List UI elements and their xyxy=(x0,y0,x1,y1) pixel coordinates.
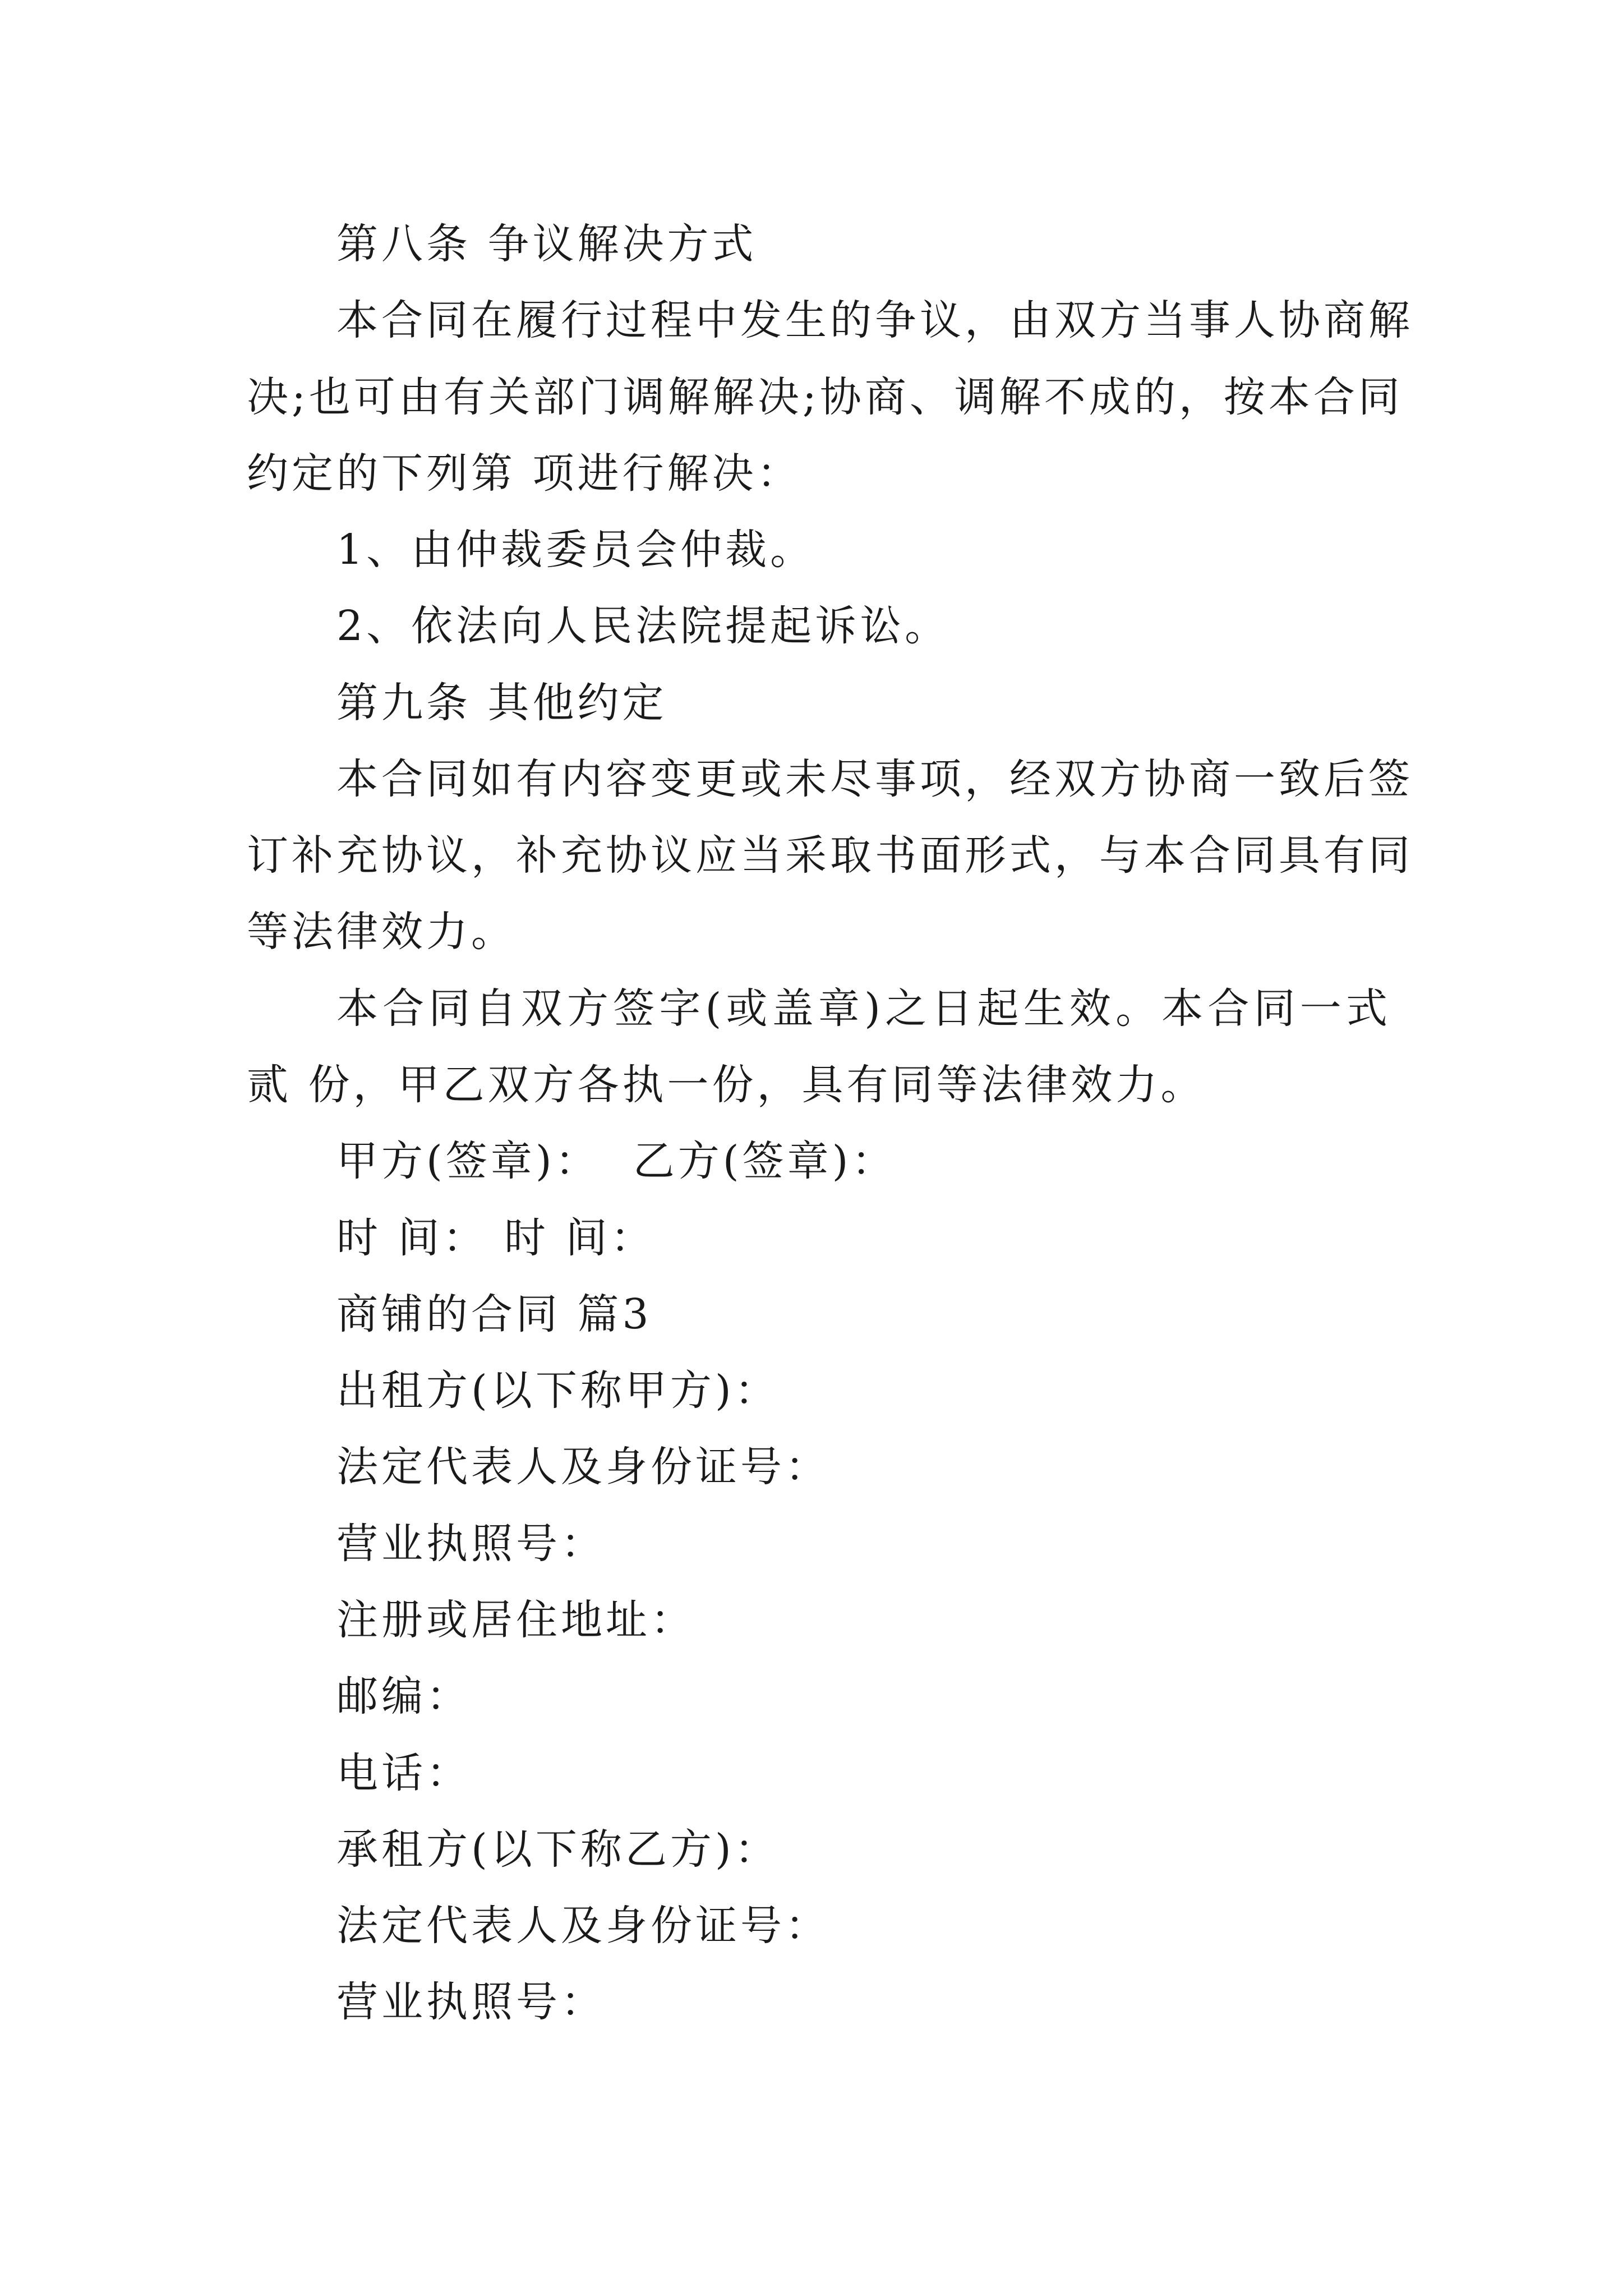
paragraph-line: 本合同如有内容变更或未尽事项，经双方协商一致后签 xyxy=(336,755,1413,803)
form-field-label: 注册或居住地址： xyxy=(336,1596,695,1644)
form-field-label: 邮编： xyxy=(336,1672,471,1720)
form-field-label: 营业执照号： xyxy=(336,1978,606,2026)
form-field-label: 营业执照号： xyxy=(336,1520,606,1568)
date-line: 时 间： 时 间： xyxy=(336,1214,656,1262)
paragraph-line: 订补充协议，补充协议应当采取书面形式，与本合同具有同 xyxy=(247,831,1413,880)
article-9-heading: 第九条 其他约定 xyxy=(336,679,667,727)
form-field-label: 电话： xyxy=(336,1749,471,1797)
form-field-label: 法定代表人及身份证号： xyxy=(336,1443,830,1491)
paragraph-line: 贰 份，甲乙双方各执一份，具有同等法律效力。 xyxy=(247,1061,1206,1109)
signature-line: 甲方(签章)： 乙方(签章)： xyxy=(336,1137,897,1185)
form-field-label: 出租方(以下称甲方)： xyxy=(336,1366,780,1415)
form-field-label: 承租方(以下称乙方)： xyxy=(336,1825,780,1874)
paragraph-line: 决;也可由有关部门调解解决;协商、调解不成的，按本合同 xyxy=(247,373,1403,421)
paragraph-line: 等法律效力。 xyxy=(247,908,516,956)
section-title: 商铺的合同 篇3 xyxy=(336,1290,652,1338)
form-field-label: 法定代表人及身份证号： xyxy=(336,1902,830,1950)
article-8-heading: 第八条 争议解决方式 xyxy=(336,220,757,268)
list-item: 1、由仲裁委员会仲裁。 xyxy=(336,526,815,574)
paragraph-line: 本合同在履行过程中发生的争议，由双方当事人协商解 xyxy=(336,296,1413,344)
paragraph-line: 本合同自双方签字(或盖章)之日起生效。本合同一式 xyxy=(336,984,1391,1033)
list-item: 2、依法向人民法院提起诉讼。 xyxy=(336,602,950,650)
paragraph-line: 约定的下列第 项进行解决： xyxy=(247,449,802,498)
